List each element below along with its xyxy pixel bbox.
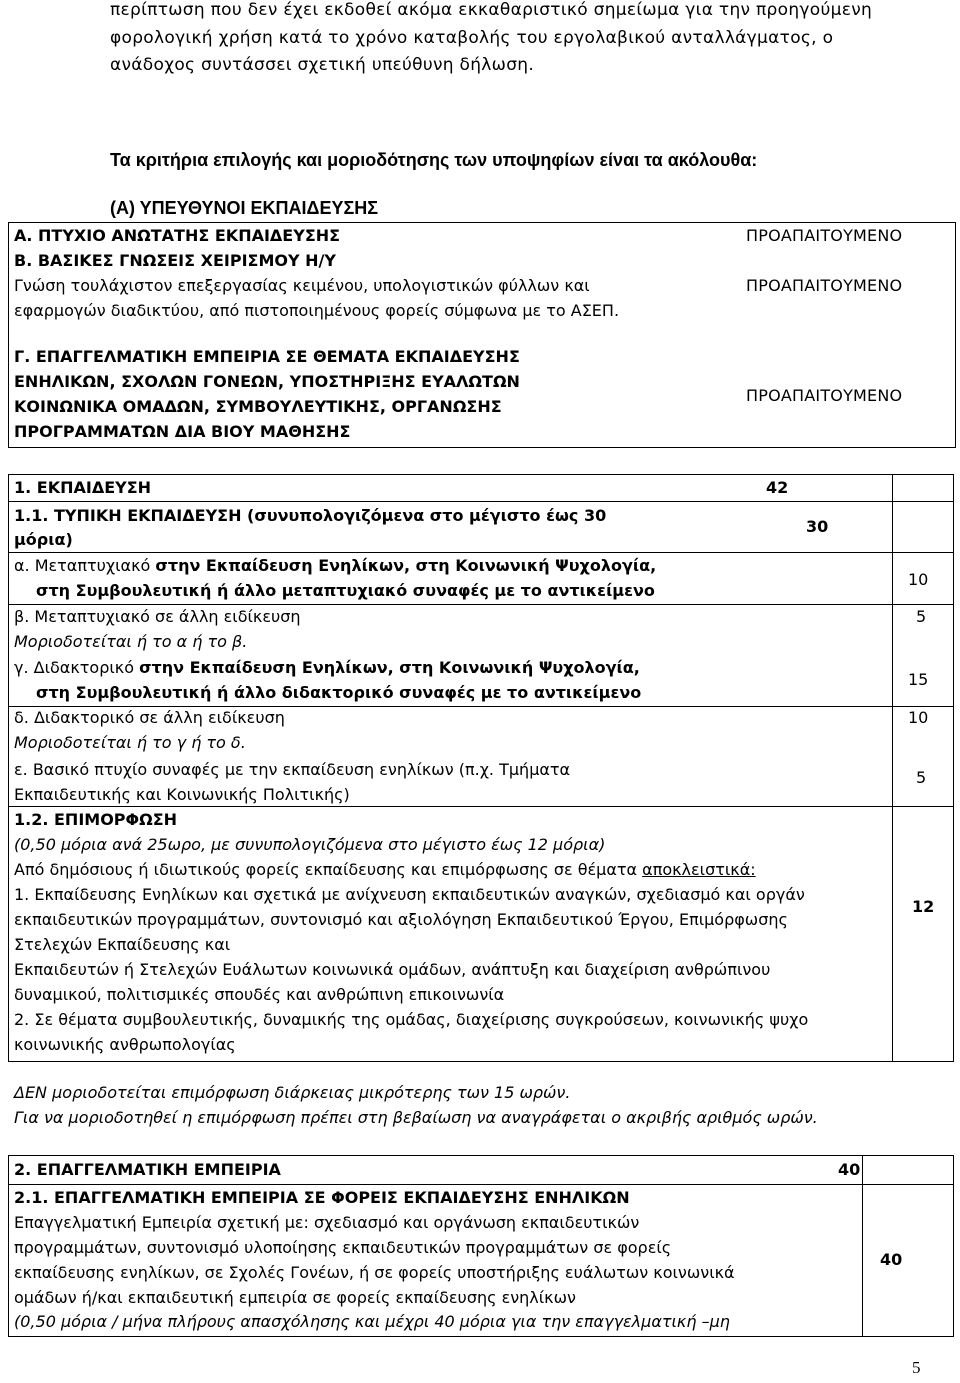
training-note-2: Για να μοριοδοτηθεί η επιμόρφωση πρέπει στη βεβαίωση να αναγράφεται ο ακριβής αριθμός ωρών. — [14, 1108, 818, 1127]
training-intro-prefix: Από δημόσιους ή ιδιωτικούς φορείς εκπαίδευσης και επιμόρφωσης σε θέματα — [14, 860, 643, 879]
criterion-b-label: Β. ΒΑΣΙΚΕΣ ΓΝΩΣΕΙΣ ΧΕΙΡΙΣΜΟΥ Η/Υ — [14, 251, 336, 270]
item-a-bold-2: στη Συμβουλευτική ή άλλο μεταπτυχιακό συναφές με το αντικείμενο — [36, 581, 655, 600]
training-note-1: ΔΕΝ μοριοδοτείται επιμόρφωση διάρκειας μικρότερης των 15 ωρών. — [14, 1083, 571, 1102]
criteria-heading: Τα κριτήρια επιλογής και μοριοδότησης των υποψηφίων είναι τα ακόλουθα: — [110, 150, 758, 170]
training-title: 1.2. ΕΠΙΜΟΡΦΩΣΗ — [14, 810, 178, 829]
experience-line-2: προγραμμάτων, συντονισμό υλοποίησης εκπαιδευτικών προγραμμάτων σε φορείς — [14, 1238, 672, 1257]
page-number: 5 — [912, 1358, 921, 1377]
experience-row-divider — [8, 1184, 953, 1185]
education-score-divider — [892, 474, 893, 1061]
criterion-b-requirement: ΠΡΟΑΠΑΙΤΟΥΜΕΝΟ — [746, 276, 903, 295]
experience-line-1: Επαγγελματική Εμπειρία σχετική με: σχεδιασμό και οργάνωση εκπαιδευτικών — [14, 1213, 640, 1232]
formal-education-title-1: 1.1. ΤΥΠΙΚΗ ΕΚΠΑΙΔΕΥΣΗ (συνυπολογιζόμενα στο μέγιστο έως 30 — [14, 506, 607, 525]
criterion-a-requirement: ΠΡΟΑΠΑΙΤΟΥΜΕΝΟ — [746, 226, 903, 245]
intro-line-1: περίπτωση που δεν έχει εκδοθεί ακόμα εκκαθαριστικό σημείωμα για την προηγούμενη — [110, 0, 873, 20]
item-d-score: 10 — [908, 708, 929, 727]
item-a-prefix: α. Μεταπτυχιακό — [14, 556, 156, 575]
formal-education-title-2: μόρια) — [14, 530, 73, 549]
item-b-text: β. Μεταπτυχιακό σε άλλη ειδίκευση — [14, 607, 301, 626]
training-subtitle: (0,50 μόρια ανά 25ωρο, με συνυπολογιζόμενα στο μέγιστο έως 12 μόρια) — [14, 835, 606, 854]
training-line-1: 1. Εκπαίδευσης Ενηλίκων και σχετικά με ανίχνευση εκπαιδευτικών αναγκών, σχεδιασμό και οργάν — [14, 885, 805, 904]
experience-title: 2. ΕΠΑΓΓΕΛΜΑΤΙΚΗ ΕΜΠΕΙΡΙΑ — [14, 1160, 281, 1179]
item-c-score: 15 — [908, 670, 929, 689]
item-cd-note: Μοριοδοτείται ή το γ ή το δ. — [14, 733, 246, 752]
criterion-c-line-2: ΕΝΗΛΙΚΩΝ, ΣΧΟΛΩΝ ΓΟΝΕΩΝ, ΥΠΟΣΤΗΡΙΞΗΣ ΕΥΑΛΩΤΩΝ — [14, 372, 520, 391]
item-e-score: 5 — [916, 768, 927, 787]
item-ab-note: Μοριοδοτείται ή το α ή το β. — [14, 632, 248, 651]
training-line-4: Εκπαιδευτών ή Στελεχών Ευάλωτων κοινωνικά ομάδων, ανάπτυξη και διαχείριση ανθρώπινου — [14, 960, 771, 979]
intro-line-3: ανάδοχος συντάσσει σχετική υπεύθυνη δήλωση. — [110, 55, 535, 75]
item-a-score: 10 — [908, 570, 929, 589]
training-intro — [14, 860, 756, 879]
c-row-divider — [8, 706, 953, 707]
experience-score-divider — [862, 1155, 863, 1336]
training-line-2: εκπαιδευτικών προγραμμάτων, συντονισμό και αξιολόγηση Εκπαιδευτικού Έργου, Επιμόρφωσης — [14, 910, 788, 929]
experience-subtitle: 2.1. ΕΠΑΓΓΕΛΜΑΤΙΚΗ ΕΜΠΕΙΡΙΑ ΣΕ ΦΟΡΕΙΣ ΕΚΠΑΙΔΕΥΣΗΣ ΕΝΗΛΙΚΩΝ — [14, 1188, 630, 1207]
experience-score: 40 — [880, 1250, 903, 1269]
criterion-c-requirement: ΠΡΟΑΠΑΙΤΟΥΜΕΝΟ — [746, 386, 903, 405]
item-c-prefix: γ. Διδακτορικό — [14, 658, 140, 677]
criterion-c-line-1: Γ. ΕΠΑΓΓΕΛΜΑΤΙΚΗ ΕΜΠΕΙΡΙΑ ΣΕ ΘΕΜΑΤΑ ΕΚΠΑΙΔΕΥΣΗΣ — [14, 347, 520, 366]
education-row-divider — [8, 501, 953, 502]
criterion-a-label: Α. ΠΤΥΧΙΟ ΑΝΩΤΑΤΗΣ ΕΚΠΑΙΔΕΥΣΗΣ — [14, 226, 341, 245]
item-d-text: δ. Διδακτορικό σε άλλη ειδίκευση — [14, 708, 285, 727]
training-line-7: κοινωνικής ανθρωπολογίας — [14, 1035, 236, 1054]
item-c-bold-1: στην Εκπαίδευση Ενηλίκων, στη Κοινωνική Ψυχολογία, — [139, 658, 640, 677]
training-line-6: 2. Σε θέματα συμβουλευτικής, δυναμικής της ομάδας, διαχείρισης συγκρούσεων, κοινωνικής ψυχο — [14, 1010, 809, 1029]
item-c-line-1 — [14, 658, 640, 677]
section-a-title: (Α) ΥΠΕΥΘΥΝΟΙ ΕΚΠΑΙΔΕΥΣΗΣ — [110, 198, 379, 218]
item-a-line-1 — [14, 556, 656, 575]
training-line-3: Στελεχών Εκπαίδευσης και — [14, 935, 231, 954]
criterion-c-line-3: ΚΟΙΝΩΝΙΚΑ ΟΜΑΔΩΝ, ΣΥΜΒΟΥΛΕΥΤΙΚΗΣ, ΟΡΓΑΝΩΣΗΣ — [14, 397, 502, 416]
training-intro-underlined: αποκλειστικά: — [642, 860, 756, 879]
item-c-bold-2: στη Συμβουλευτική ή άλλο διδακτορικό συναφές με το αντικείμενο — [36, 683, 642, 702]
item-b-score: 5 — [916, 607, 927, 626]
training-score: 12 — [912, 897, 935, 916]
e-row-divider — [8, 806, 953, 807]
formal-education-total: 30 — [806, 517, 829, 536]
item-a-bold-1: στην Εκπαίδευση Ενηλίκων, στη Κοινωνική Ψυχολογία, — [155, 556, 657, 575]
experience-note: (0,50 μόρια / μήνα πλήρους απασχόλησης και μέχρι 40 μόρια για την επαγγελματική –μη — [14, 1312, 730, 1331]
education-title: 1. ΕΚΠΑΙΔΕΥΣΗ — [14, 478, 152, 497]
intro-line-2: φορολογική χρήση κατά το χρόνο καταβολής του εργολαβικού ανταλλάγματος, ο — [110, 28, 834, 48]
experience-line-3: εκπαίδευσης ενηλίκων, σε Σχολές Γονέων, ή σε φορείς υποστήριξης ευάλωτων κοινωνικά — [14, 1263, 735, 1282]
experience-line-4: ομάδων ή/και εκπαιδευτική εμπειρία σε φορείς εκπαίδευσης ενηλίκων — [14, 1288, 576, 1307]
education-total: 42 — [766, 478, 789, 497]
criterion-c-line-4: ΠΡΟΓΡΑΜΜΑΤΩΝ ΔΙΑ ΒΙΟΥ ΜΑΘΗΣΗΣ — [14, 422, 351, 441]
formal-row-divider — [8, 552, 953, 553]
criterion-b-desc-1: Γνώση τουλάχιστον επεξεργασίας κειμένου, υπολογιστικών φύλλων και — [14, 276, 590, 295]
experience-total: 40 — [838, 1160, 861, 1179]
item-e-line-2: Εκπαιδευτικής και Κοινωνικής Πολιτικής) — [14, 785, 350, 804]
criterion-b-desc-2: εφαρμογών διαδικτύου, από πιστοποιημένους φορείς σύμφωνα με το ΑΣΕΠ. — [14, 301, 620, 320]
a-row-divider — [8, 604, 953, 605]
item-e-line-1: ε. Βασικό πτυχίο συναφές με την εκπαίδευση ενηλίκων (π.χ. Τμήματα — [14, 760, 571, 779]
training-line-5: δυναμικού, πολιτισμικές σπουδές και ανθρώπινη επικοινωνία — [14, 985, 505, 1004]
